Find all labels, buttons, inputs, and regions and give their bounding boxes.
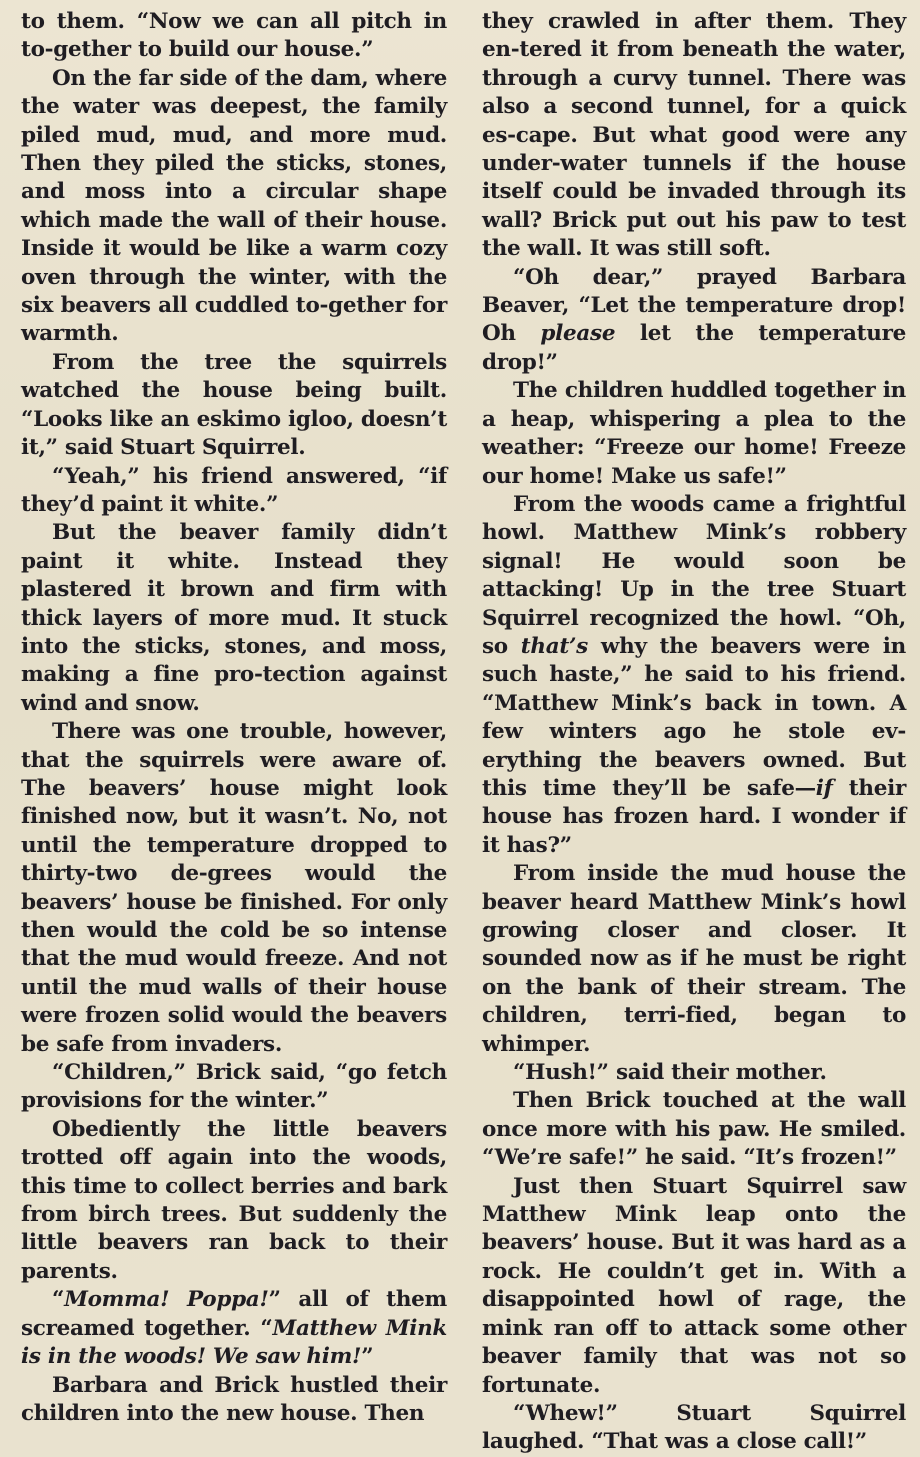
italic-text: Matthew Mink is in the woods! We saw him! xyxy=(21,1315,447,1370)
text-run: From inside the mud house the beaver heard Matthew Mink’s howl growing closer and closer. It sounded now as if he must be right on the bank of their stream. The children, terri-fied, began to whimper. xyxy=(482,861,906,1057)
text-run: let the temperature drop!” xyxy=(482,321,906,375)
paragraph xyxy=(21,1059,447,1116)
text-run: Obediently the little beavers trotted off again into the woods, this time to collect berries and bark from birch trees. But suddenly the little beavers ran back to their parents. xyxy=(21,1116,447,1284)
text-run: to them. “Now we can all pitch in to-gether to build our house.” xyxy=(21,9,447,63)
paragraph xyxy=(482,1173,906,1400)
italic-text: that’s xyxy=(520,633,588,659)
text-run: On the far side of the dam, where the water was deepest, the family piled mud, mud, and more mud. Then they piled the sticks, stones, and moss into a circular shape which made the wall of their house. Inside it would be like a warm cozy oven through the winter, with the six beavers all cuddled to-gether for warmth. xyxy=(21,65,447,347)
paragraph xyxy=(482,1059,906,1087)
text-run: But the beaver family didn’t paint it white. Instead they plastered it brown and firm with thick layers of more mud. It stuck into the sticks, stones, and moss, making a fine pro-tection against wind and snow. xyxy=(21,520,447,716)
text-run: ” all of them screamed together. “ xyxy=(21,1287,447,1341)
italic-text: Momma! Poppa! xyxy=(64,1287,269,1313)
text-run: why the beavers were in such haste,” he said to his friend. “Matthew Mink’s back in town. A few winters ago he stole ev-erything the beavers owned. But this time they’ll be safe— xyxy=(482,633,906,801)
text-run: Barbara and Brick hustled their children into the new house. Then xyxy=(21,1372,447,1426)
text-run: “Oh dear,” prayed Barbara Beaver, “Let the temperature drop! Oh xyxy=(482,264,906,347)
text-run: “Children,” Brick said, “go fetch provisions for the winter.” xyxy=(21,1060,447,1114)
text-run: From the tree the squirrels watched the house being built. “Looks like an eskimo igloo, doesn’t it,” said Stuart Squirrel. xyxy=(21,349,447,461)
text-run: ” xyxy=(361,1344,374,1370)
paragraph xyxy=(482,1400,906,1457)
text-run: “ xyxy=(52,1287,65,1313)
paragraph xyxy=(21,1286,447,1371)
continued-paragraph xyxy=(482,8,906,264)
text-run: The children huddled together in a heap, whispering a plea to the weather: “Freeze our home! Freeze our home! Make us safe!” xyxy=(482,378,906,489)
text-run: From the woods came a frightful howl. Matthew Mink’s robbery signal! He would soon be attacking! Up in the tree Stuart Squirrel recognized the howl. “Oh, so xyxy=(482,491,906,659)
paragraph xyxy=(482,491,906,860)
column-gutter xyxy=(462,0,463,1328)
paragraph xyxy=(21,519,447,718)
right-text-column xyxy=(482,8,906,1457)
paragraph xyxy=(21,463,447,520)
paragraph xyxy=(21,1372,447,1429)
left-text-column xyxy=(21,8,447,1428)
text-run: their house has frozen hard. I wonder if it has?” xyxy=(482,775,906,858)
italic-text: please xyxy=(540,321,616,347)
paragraph xyxy=(482,264,906,378)
text-run: Then Brick touched at the wall once more with his paw. He smiled. “We’re safe!” he said. “It’s frozen!” xyxy=(482,1088,906,1171)
paragraph xyxy=(21,349,447,463)
paragraph xyxy=(21,1116,447,1286)
text-run: they crawled in after them. They en-tered it from beneath the water, through a curvy tunnel. There was also a second tunnel, for a quick es-cape. But what good were any under-water tunnels if the house itself could be invaded through its wall? Brick put out his paw to test the wall. It was still soft. xyxy=(482,9,906,262)
paragraph xyxy=(482,377,906,491)
paragraph xyxy=(482,860,906,1059)
text-run: “Hush!” said their mother. xyxy=(513,1060,827,1086)
text-run: “Yeah,” his friend answered, “if they’d paint it white.” xyxy=(21,463,447,517)
text-run: There was one trouble, however, that the squirrels were aware of. The beavers’ house might look finished now, but it wasn’t. No, not until the temperature dropped to thirty-two de-grees would the beavers’ house be finished. For only then would the cold be so intense that the mud would freeze. And not until the mud walls of their house were frozen solid would the beavers be safe from invaders. xyxy=(21,719,447,1057)
paragraph xyxy=(482,1087,906,1172)
italic-text: if xyxy=(815,775,833,801)
text-run: Just then Stuart Squirrel saw Matthew Mink leap onto the beavers’ house. But it was hard as a rock. He couldn’t get in. With a disappointed howl of rage, the mink ran off to attack some other beaver family that was not so fortunate. xyxy=(482,1173,906,1398)
text-run: “Whew!” Stuart Squirrel laughed. “That was a close call!” xyxy=(482,1400,906,1455)
paragraph xyxy=(21,65,447,349)
paragraph xyxy=(21,718,447,1059)
continued-paragraph xyxy=(21,8,447,65)
